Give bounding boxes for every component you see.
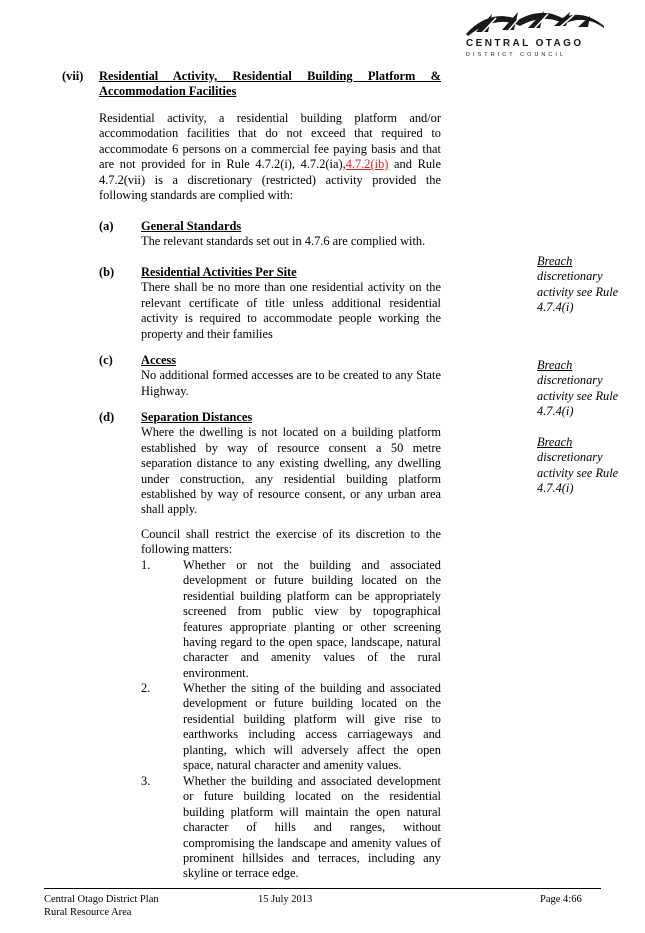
logo-name: CENTRAL OTAGO (466, 38, 584, 49)
footer-left (44, 893, 159, 919)
item-c-text: No additional formed accesses are to be created to any State Highway. (141, 368, 441, 398)
footer-page-number: Page 4:66 (540, 894, 582, 905)
matter-1-text: Whether or not the building and associated development or future building located on the residential building platform can be appropriately screened from public view by topographical features appropriate planting or other screening having regard to the open space, landscape, natural character and amenity values of the rural environment. (183, 558, 441, 680)
section-title (99, 69, 441, 100)
margin-note-title: Breach (537, 435, 573, 449)
margin-note-1 (537, 254, 637, 316)
item-a-label: (a) (99, 219, 114, 233)
item-d-heading: Separation Distances (141, 410, 253, 424)
item-c-heading: Access (141, 353, 177, 367)
margin-note-2 (537, 358, 637, 420)
logo-subtitle: DISTRICT COUNCIL (466, 52, 567, 58)
item-a-heading: General Standards (141, 219, 242, 233)
council-logo (462, 8, 608, 56)
item-d-label: (d) (99, 410, 115, 424)
footer-divider (44, 888, 601, 889)
matter-3-text: Whether the building and associated development or future building located on the residential building platform will maintain the open natural character of hills and ranges, without compromising the landscape and amenity values of prominent hillsides and terraces, including any skyline or terrace edge. (183, 774, 441, 881)
item-c (141, 353, 441, 399)
item-a-text: The relevant standards set out in 4.7.6 are complied with. (141, 234, 426, 249)
item-b-heading: Residential Activities Per Site (141, 265, 297, 279)
mountain-logo-icon (462, 8, 608, 38)
section-title-line2: Accommodation Facilities (99, 84, 237, 99)
footer-plan-name: Central Otago District Plan (44, 894, 159, 905)
margin-note-text: discretionary activity see Rule 4.7.4(i) (537, 269, 619, 315)
margin-note-3 (537, 435, 637, 497)
section-title-line1: Residential Activity, Residential Building Platform & (99, 69, 441, 83)
matter-2-number: 2. (141, 681, 151, 695)
item-b-text: There shall be no more than one residential activity on the relevant certificate of title unless additional residential activity is required to accommodate people working the property and their families (141, 280, 441, 341)
footer-area-name: Rural Resource Area (44, 907, 132, 918)
section-number: (vii) (62, 69, 84, 83)
intro-paragraph (99, 111, 441, 203)
item-b (141, 265, 441, 342)
margin-note-title: Breach (537, 358, 573, 372)
item-d (141, 410, 441, 518)
margin-note-text: discretionary activity see Rule 4.7.4(i) (537, 373, 619, 419)
matter-2-text: Whether the siting of the building and associated development or future building located on the residential building platform will give rise to earthworks including access carriageways and planting, which will adversely affect the open space, natural character and amenity values. (183, 681, 441, 773)
intro-text-b: and Rule 4.7.2(vii) is a discretionary (restricted) activity provided the following standards are complied with: (99, 157, 441, 203)
margin-note-text: discretionary activity see Rule 4.7.4(i) (537, 450, 619, 496)
rule-link[interactable]: 4.7.2(ib) (345, 157, 389, 172)
margin-note-title: Breach (537, 254, 573, 268)
item-a (141, 219, 441, 250)
discretion-intro: Council shall restrict the exercise of its discretion to the following matters: (141, 527, 441, 557)
footer-date: 15 July 2013 (258, 894, 313, 905)
item-b-label: (b) (99, 265, 115, 279)
item-c-label: (c) (99, 353, 113, 367)
matter-1-number: 1. (141, 558, 151, 572)
item-d-text: Where the dwelling is not located on a building platform established by way of resource consent a 50 metre separation distance to any existing dwelling, any dwelling under construction, any residential building platform established by way of resource consent, or any urban area shall apply. (141, 425, 441, 517)
intro-text-a: Residential activity, a residential building platform and/or accommodation facilities that do not exceed that required to accommodate 6 persons on a commercial fee paying basis and that are not provided for in Rule 4.7.2(i), 4.7.2(ia), (99, 111, 441, 172)
matter-3-number: 3. (141, 774, 151, 788)
